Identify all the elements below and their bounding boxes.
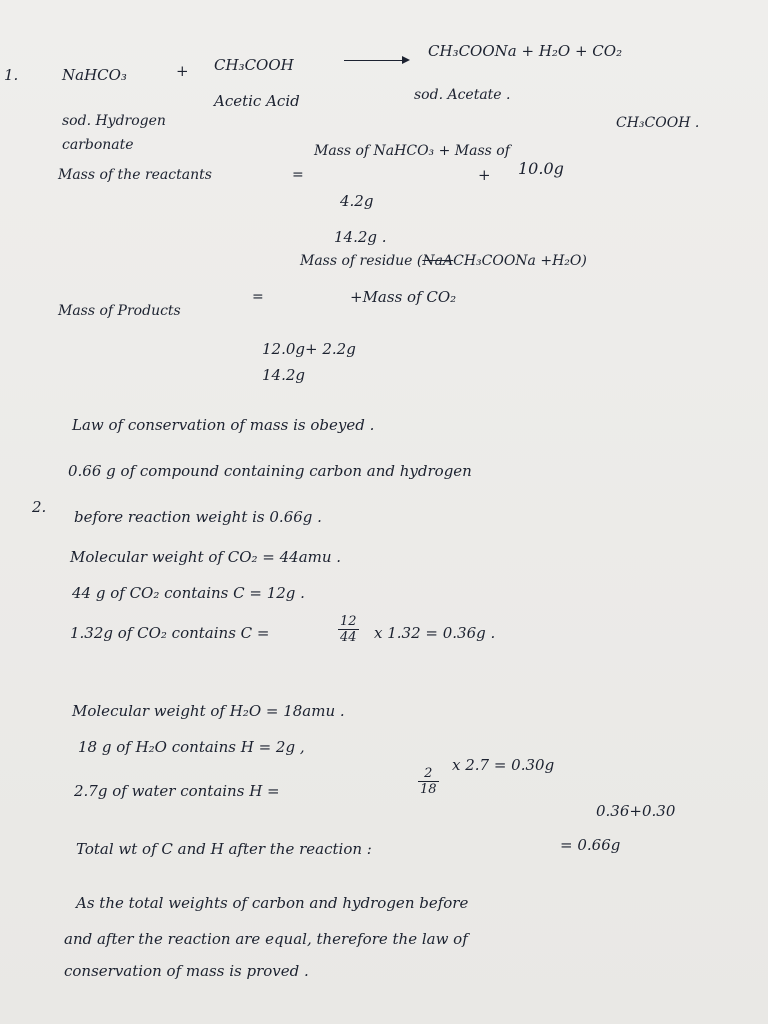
reactants-mass-label: Mass of the reactants bbox=[58, 167, 212, 183]
fraction-numerator: 12 bbox=[340, 614, 357, 629]
q2-line-6: Molecular weight of H₂O = 18amu . bbox=[72, 702, 345, 720]
question-2-number: 2. bbox=[32, 498, 47, 516]
residue-label: Mass of residue ( bbox=[300, 253, 423, 269]
fraction-denominator: 18 bbox=[420, 782, 437, 797]
conclusion-q2-line-3: conservation of mass is proved . bbox=[64, 962, 309, 980]
struck-text: NaA bbox=[422, 253, 454, 269]
q2-line-5-result: x 1.32 = 0.36g . bbox=[374, 624, 496, 642]
reactant-sodium-bicarbonate: NaHCO₃ bbox=[62, 66, 127, 84]
label-carbonate: carbonate bbox=[62, 137, 134, 153]
conclusion-q2-line-2: and after the reaction are equal, therefore the law of bbox=[64, 930, 468, 948]
q2-line-1: 0.66 g of compound containing carbon and hydrogen bbox=[68, 462, 472, 480]
equals-sign: = bbox=[252, 289, 264, 305]
products-mass-residue bbox=[300, 252, 587, 270]
fraction-2-18 bbox=[418, 766, 439, 797]
q2-sum-result: = 0.66g bbox=[560, 836, 621, 854]
label-sodium-hydrogen: sod. Hydrogen bbox=[62, 113, 166, 129]
q2-line-2: before reaction weight is 0.66g . bbox=[74, 508, 322, 526]
fraction-denominator: 44 bbox=[340, 630, 357, 645]
reactants-total: 14.2g . bbox=[334, 228, 387, 246]
q2-sum-expression: 0.36+0.30 bbox=[596, 802, 676, 820]
q2-line-8-result: x 2.7 = 0.30g bbox=[452, 756, 555, 774]
plus-sign: + bbox=[176, 62, 189, 80]
reaction-arrow bbox=[344, 60, 408, 61]
products-values: 12.0g+ 2.2g bbox=[262, 340, 356, 358]
q2-line-3: Molecular weight of CO₂ = 44amu . bbox=[70, 548, 342, 566]
fraction-numerator: 2 bbox=[418, 766, 439, 782]
reactant-acetic-acid: CH₃COOH bbox=[214, 56, 294, 74]
label-sodium-acetate: sod. Acetate . bbox=[414, 87, 511, 103]
reactants-mass-acetic: CH₃COOH . bbox=[616, 115, 700, 131]
q2-line-8: 2.7g of water contains H = bbox=[74, 782, 280, 800]
products-mass-co2: +Mass of CO₂ bbox=[350, 288, 457, 306]
products-mass-label: Mass of Products bbox=[58, 303, 181, 319]
conclusion-q1: Law of conservation of mass is obeyed . bbox=[72, 416, 375, 434]
q2-line-9: Total wt of C and H after the reaction : bbox=[76, 840, 372, 858]
plus-sign: + bbox=[478, 166, 491, 184]
equals-sign: = bbox=[292, 167, 304, 183]
products-total: 14.2g bbox=[262, 366, 306, 384]
mass-acetic-value: 10.0g bbox=[518, 159, 564, 178]
conclusion-q2-line-1: As the total weights of carbon and hydrogen before bbox=[76, 894, 469, 912]
question-1-number: 1. bbox=[4, 66, 19, 84]
mass-nahco3-value: 4.2g bbox=[340, 192, 374, 210]
products-equation: CH₃COONa + H₂O + CO₂ bbox=[428, 42, 623, 60]
q2-line-7: 18 g of H₂O contains H = 2g , bbox=[78, 738, 305, 756]
label-acetic-acid: Acetic Acid bbox=[214, 92, 300, 110]
residue-formula: CH₃COONa +H₂O) bbox=[453, 253, 587, 269]
reactants-mass-formula: Mass of NaHCO₃ + Mass of bbox=[314, 143, 510, 159]
q2-line-4: 44 g of CO₂ contains C = 12g . bbox=[72, 584, 305, 602]
fraction-12-44 bbox=[338, 614, 359, 645]
q2-line-5: 1.32g of CO₂ contains C = bbox=[70, 624, 270, 642]
